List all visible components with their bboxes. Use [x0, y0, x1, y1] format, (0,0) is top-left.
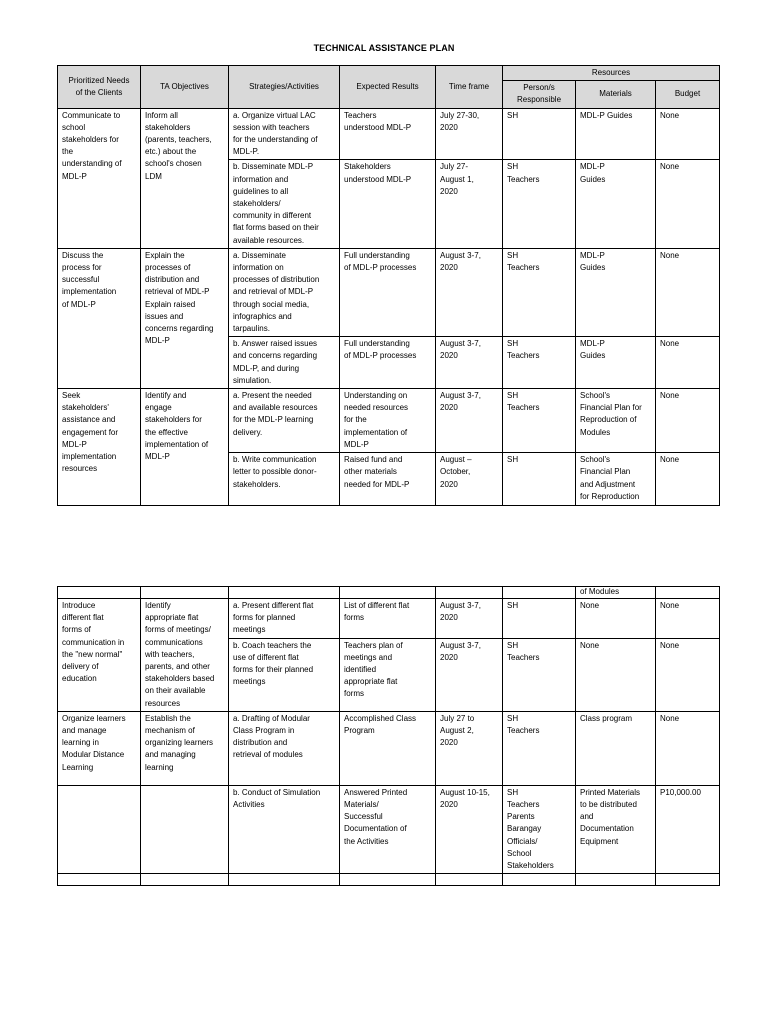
- empty-cell: [229, 587, 340, 599]
- person-cell: SH: [503, 599, 576, 639]
- empty-cell: [656, 587, 720, 599]
- result-cell: Accomplished Class Program: [340, 711, 436, 785]
- timeframe-cell: August 10-15, 2020: [436, 785, 503, 873]
- table-row: [58, 599, 720, 639]
- timeframe-cell: July 27-30, 2020: [436, 108, 503, 160]
- table-row: [58, 785, 720, 873]
- header-person: Person/s Responsible: [503, 81, 576, 108]
- strategy-cell: a. Organize virtual LAC session with teachers for the understanding of MDL-P.: [229, 108, 340, 160]
- budget-cell: None: [656, 160, 720, 248]
- result-cell: Teachers plan of meetings and identified appropriate flat forms: [340, 638, 436, 711]
- timeframe-cell: August – October, 2020: [436, 453, 503, 506]
- empty-cell: [141, 587, 229, 599]
- budget-cell: None: [656, 638, 720, 711]
- strategy-cell: b. Disseminate MDL-P information and guidelines to all stakeholders/ community in different flat forms based on their available resources.: [229, 160, 340, 248]
- timeframe-cell: August 3-7, 2020: [436, 599, 503, 639]
- empty-cell: [141, 874, 229, 886]
- empty-cell: [340, 587, 436, 599]
- empty-cell: [576, 874, 656, 886]
- header-strategies: Strategies/Activities: [229, 66, 340, 109]
- budget-cell: None: [656, 453, 720, 506]
- objective-cell: [141, 785, 229, 873]
- materials-cell: MDL-P Guides: [576, 337, 656, 389]
- budget-cell: None: [656, 108, 720, 160]
- person-cell: SH Teachers: [503, 638, 576, 711]
- materials-cell: of Modules: [576, 587, 656, 599]
- need-cell: Introduce different flat forms of communication in the "new normal" delivery of education: [58, 599, 141, 712]
- strategy-cell: b. Coach teachers the use of different flat forms for their planned meetings: [229, 638, 340, 711]
- result-cell: Teachers understood MDL-P: [340, 108, 436, 160]
- objective-cell: Identify and engage stakeholders for the effective implementation of MDL-P: [141, 389, 229, 506]
- materials-cell: None: [576, 638, 656, 711]
- table-row: [58, 389, 720, 453]
- timeframe-cell: August 3-7, 2020: [436, 638, 503, 711]
- materials-cell: None: [576, 599, 656, 639]
- result-cell: Raised fund and other materials needed for MDL-P: [340, 453, 436, 506]
- result-cell: List of different flat forms: [340, 599, 436, 639]
- materials-cell: MDL-P Guides: [576, 108, 656, 160]
- empty-cell: [436, 874, 503, 886]
- person-cell: SH: [503, 453, 576, 506]
- header-objectives: TA Objectives: [141, 66, 229, 109]
- timeframe-cell: August 3-7, 2020: [436, 337, 503, 389]
- materials-cell: School's Financial Plan and Adjustment for Reproduction: [576, 453, 656, 506]
- result-cell: Answered Printed Materials/ Successful Documentation of the Activities: [340, 785, 436, 873]
- materials-cell: Printed Materials to be distributed and Documentation Equipment: [576, 785, 656, 873]
- result-cell: Full understanding of MDL-P processes: [340, 337, 436, 389]
- person-cell: SH Teachers: [503, 248, 576, 336]
- table-row: [58, 874, 720, 886]
- need-cell: Communicate to school stakeholders for the understanding of MDL-P: [58, 108, 141, 248]
- strategy-cell: a. Drafting of Modular Class Program in distribution and retrieval of modules: [229, 711, 340, 785]
- result-cell: Stakeholders understood MDL-P: [340, 160, 436, 248]
- header-materials: Materials: [576, 81, 656, 108]
- header-results: Expected Results: [340, 66, 436, 109]
- table-row: [58, 587, 720, 599]
- objective-cell: Inform all stakeholders (parents, teachers, etc.) about the school's chosen LDM: [141, 108, 229, 248]
- strategy-cell: a. Disseminate information on processes of distribution and retrieval of MDL-P through social media, infographics and tarpaulins.: [229, 248, 340, 336]
- header-budget: Budget: [656, 81, 720, 108]
- person-cell: SH Teachers: [503, 160, 576, 248]
- table-row: [58, 711, 720, 785]
- empty-cell: [656, 874, 720, 886]
- document-title: TECHNICAL ASSISTANCE PLAN: [313, 43, 455, 53]
- budget-cell: None: [656, 599, 720, 639]
- materials-cell: MDL-P Guides: [576, 248, 656, 336]
- person-cell: SH: [503, 108, 576, 160]
- strategy-cell: b. Conduct of Simulation Activities: [229, 785, 340, 873]
- empty-cell: [340, 874, 436, 886]
- timeframe-cell: July 27 to August 2, 2020: [436, 711, 503, 785]
- budget-cell: None: [656, 389, 720, 453]
- header-resources: Resources: [503, 66, 720, 81]
- person-cell: SH Teachers: [503, 711, 576, 785]
- strategy-cell: a. Present the needed and available resources for the MDL-P learning delivery.: [229, 389, 340, 453]
- empty-cell: [229, 874, 340, 886]
- ta-plan-table-part-1: [57, 65, 720, 506]
- materials-cell: MDL-P Guides: [576, 160, 656, 248]
- timeframe-cell: August 3-7, 2020: [436, 389, 503, 453]
- ta-plan-table-part-2: [57, 586, 720, 886]
- result-cell: Understanding on needed resources for the implementation of MDL-P: [340, 389, 436, 453]
- materials-cell: School's Financial Plan for Reproduction of Modules: [576, 389, 656, 453]
- budget-cell: None: [656, 248, 720, 336]
- empty-cell: [58, 587, 141, 599]
- timeframe-cell: July 27- August 1, 2020: [436, 160, 503, 248]
- need-cell: Organize learners and manage learning in Modular Distance Learning: [58, 711, 141, 785]
- person-cell: SH Teachers Parents Barangay Officials/ School Stakeholders: [503, 785, 576, 873]
- table-row: [58, 108, 720, 160]
- person-cell: SH Teachers: [503, 389, 576, 453]
- result-cell: Full understanding of MDL-P processes: [340, 248, 436, 336]
- need-cell: Discuss the process for successful implementation of MDL-P: [58, 248, 141, 388]
- budget-cell: P10,000.00: [656, 785, 720, 873]
- empty-cell: [436, 587, 503, 599]
- objective-cell: Explain the processes of distribution and retrieval of MDL-P Explain raised issues and concerns regarding MDL-P: [141, 248, 229, 388]
- materials-cell: Class program: [576, 711, 656, 785]
- header-needs: Prioritized Needs of the Clients: [58, 66, 141, 109]
- budget-cell: None: [656, 711, 720, 785]
- budget-cell: None: [656, 337, 720, 389]
- objective-cell: Identify appropriate flat forms of meetings/ communications with teachers, parents, and other stakeholders based on their available resources: [141, 599, 229, 712]
- strategy-cell: b. Answer raised issues and concerns regarding MDL-P, and during simulation.: [229, 337, 340, 389]
- header-timeframe: Time frame: [436, 66, 503, 109]
- empty-cell: [58, 874, 141, 886]
- empty-cell: [503, 874, 576, 886]
- table-row: [58, 248, 720, 336]
- need-cell: Seek stakeholders' assistance and engagement for MDL-P implementation resources: [58, 389, 141, 506]
- need-cell: [58, 785, 141, 873]
- empty-cell: [503, 587, 576, 599]
- person-cell: SH Teachers: [503, 337, 576, 389]
- objective-cell: Establish the mechanism of organizing learners and managing learning: [141, 711, 229, 785]
- strategy-cell: b. Write communication letter to possible donor- stakeholders.: [229, 453, 340, 506]
- timeframe-cell: August 3-7, 2020: [436, 248, 503, 336]
- strategy-cell: a. Present different flat forms for planned meetings: [229, 599, 340, 639]
